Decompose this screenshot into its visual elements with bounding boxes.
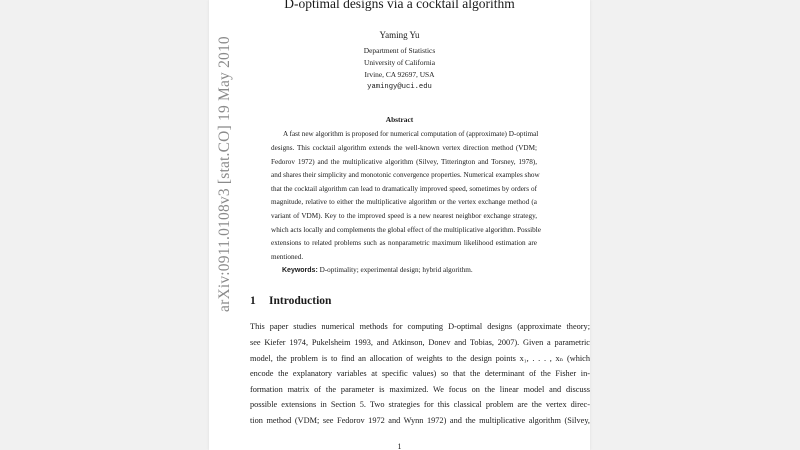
section-title: Introduction xyxy=(269,295,332,307)
affiliation-line: University of California xyxy=(363,58,436,67)
abstract-line: mentioned. xyxy=(271,253,304,261)
body-line: encode the explanatory variables at specific values) so that the determinant of the Fisher in- xyxy=(250,369,590,378)
keywords-line xyxy=(282,266,473,274)
section-number: 1 xyxy=(250,295,256,307)
abstract-line: that the cocktail algorithm can lead to dramatically improved speed, sometimes by orders of xyxy=(271,185,537,193)
abstract-line: which acts locally and complements the global effect of the multiplicative algorithm. Possible xyxy=(271,226,541,234)
abstract-line: designs. This cocktail algorithm extends the well-known vertex direction method (VDM; xyxy=(271,144,537,152)
author-name: Yaming Yu xyxy=(379,30,420,40)
abstract-line: magnitude, relative to either the multiplicative algorithm or the vertex exchange method (a xyxy=(271,198,537,206)
arxiv-stamp: arXiv:0911.0108v3 [stat.CO] 19 May 2010 xyxy=(216,36,233,312)
body-line: model, the problem is to find an allocation of weights to the design points x₁, . . . , xₙ (which xyxy=(250,354,590,363)
abstract-line: extensions to related problems such as nonparametric maximum likelihood estimation are xyxy=(271,239,537,247)
body-line: see Kiefer 1974, Pukelsheim 1993, and Atkinson, Donev and Tobias, 2007). Given a parametric xyxy=(250,338,590,347)
keywords-text: D-optimality; experimental design; hybrid algorithm. xyxy=(319,266,473,274)
abstract-line: A fast new algorithm is proposed for numerical computation of (approximate) D-optimal xyxy=(283,130,539,138)
abstract-heading: Abstract xyxy=(385,115,414,124)
section-heading xyxy=(250,295,331,307)
affiliation-line: Irvine, CA 92697, USA xyxy=(364,70,435,79)
paper-page xyxy=(209,0,590,450)
paper-title: D-optimal designs via a cocktail algorithm xyxy=(284,0,515,11)
abstract-line: Fedorov 1972) and the multiplicative algorithm (Silvey, Titterington and Torsney, 1978), xyxy=(271,158,537,166)
keywords-label: Keywords: xyxy=(282,267,318,274)
body-line: tion method (VDM; see Fedorov 1972 and Wynn 1972) and the multiplicative algorithm (Silvey, xyxy=(250,416,590,425)
body-line: possible extensions in Section 5. Two strategies for this classical problem are the vertex direc- xyxy=(250,400,590,409)
author-email: yamingy@uci.edu xyxy=(367,83,432,91)
page-number: 1 xyxy=(397,442,402,450)
body-line: formation matrix of the parameter is maximized. We focus on the linear model and discuss xyxy=(250,385,590,394)
body-line: This paper studies numerical methods for computing D-optimal designs (approximate theory; xyxy=(250,322,590,331)
abstract-line: variant of VDM). Key to the improved speed is a new nearest neighbor exchange strategy, xyxy=(271,212,537,220)
abstract-line: and shares their simplicity and monotonic convergence properties. Numerical examples show xyxy=(271,171,540,179)
affiliation-line: Department of Statistics xyxy=(363,46,436,55)
